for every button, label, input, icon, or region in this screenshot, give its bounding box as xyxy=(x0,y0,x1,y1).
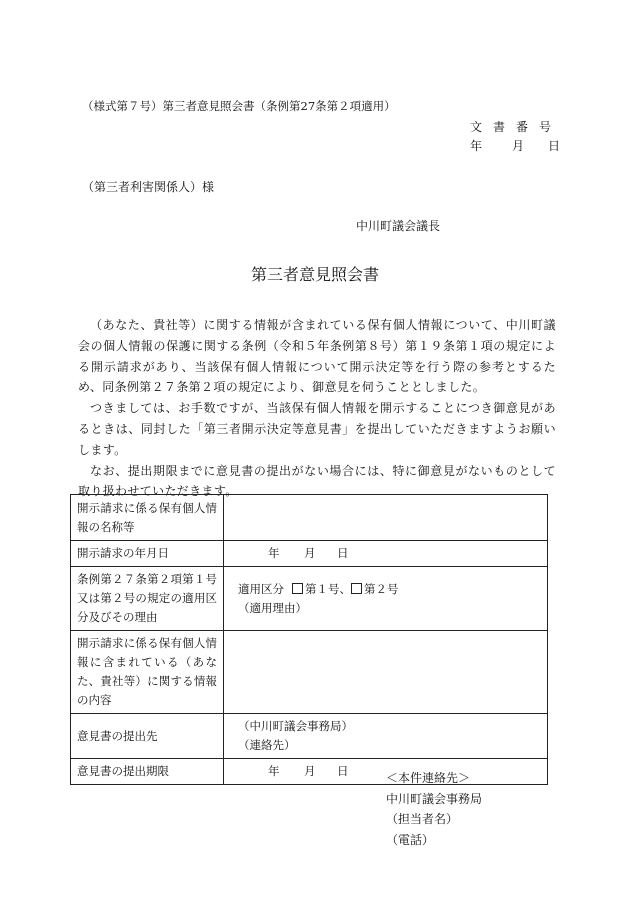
date-month-label: 月 xyxy=(512,139,525,153)
table-row xyxy=(71,567,548,631)
table-value xyxy=(224,631,548,714)
date-month-label: 月 xyxy=(304,546,316,560)
table-row xyxy=(71,541,548,567)
table-row xyxy=(71,714,548,759)
table-label: 条例第２７条第２項第１号又は第２号の規定の適用区分及びその理由 xyxy=(71,567,224,631)
table-label: 開示請求に係る保有個人情報の名称等 xyxy=(71,495,224,541)
body-paragraph: なお、提出期限までに意見書の提出がない場合には、特に御意見がないものとして取り扱わせていただきます。 xyxy=(78,463,556,499)
info-table xyxy=(70,494,548,785)
body-text xyxy=(78,315,556,502)
form-number: （様式第７号）第三者意見照会書（条例第27条第２項適用） xyxy=(82,99,396,113)
contact-block xyxy=(386,768,482,850)
date-day-label: 日 xyxy=(548,139,561,153)
table-row xyxy=(71,495,548,541)
table-value xyxy=(224,541,548,567)
sender: 中川町議会議長 xyxy=(356,219,441,233)
document-number-label: 文書番号 xyxy=(470,120,563,134)
contact-header: ＜本件連絡先＞ xyxy=(386,771,471,785)
table-label: 開示請求の年月日 xyxy=(71,541,224,567)
table-label: 開示請求に係る保有個人情報に含まれている（あなた、貴社等）に関する情報の内容 xyxy=(71,631,224,714)
contact-office: 中川町議会事務局 xyxy=(386,791,483,806)
category-label: 適用区分 xyxy=(238,581,284,596)
table-label: 意見書の提出先 xyxy=(71,714,224,759)
table-row xyxy=(71,631,548,714)
option-label: 第２号 xyxy=(364,581,399,596)
date-year-label: 年 xyxy=(268,546,280,560)
table-label: 意見書の提出期限 xyxy=(71,759,224,785)
table-value xyxy=(224,567,548,631)
date-day-label: 日 xyxy=(337,764,349,778)
contact-label: （連絡先） xyxy=(238,738,296,752)
table-value xyxy=(224,714,548,759)
document-date xyxy=(470,137,560,154)
option-label: 第１号、 xyxy=(305,581,351,596)
date-day-label: 日 xyxy=(337,546,349,560)
reason-label: （適用理由） xyxy=(238,600,307,615)
contact-person: （担当者名） xyxy=(386,812,459,826)
date-year-label: 年 xyxy=(268,764,280,778)
checkbox-item1[interactable] xyxy=(292,583,303,594)
date-month-label: 月 xyxy=(304,764,316,778)
body-paragraph: （あなた、貴社等）に関する情報が含まれている保有個人情報について、中川町議会の個人情報の保護に関する条例（令和５年条例第８号）第１９条第１項の規定による開示請求があり、当該保有個人情報について開示決定等を行う際の参考とするため、同条例第２７条第２項の規定により、御意見を伺うこととしました。 xyxy=(78,318,556,395)
addressee: （第三者利害関係人）様 xyxy=(82,180,215,194)
office-name: （中川町議会事務局） xyxy=(238,719,353,733)
date-year-label: 年 xyxy=(470,139,483,153)
contact-phone: （電話） xyxy=(386,832,435,847)
table-value xyxy=(224,495,548,541)
checkbox-item2[interactable] xyxy=(351,583,362,594)
body-paragraph: つきましては、お手数ですが、当該保有個人情報を開示することにつき御意見があるときは、同封した「第三者開示決定等意見書」を提出していただきますようお願いします。 xyxy=(78,401,556,457)
document-title: 第三者意見照会書 xyxy=(250,265,379,284)
